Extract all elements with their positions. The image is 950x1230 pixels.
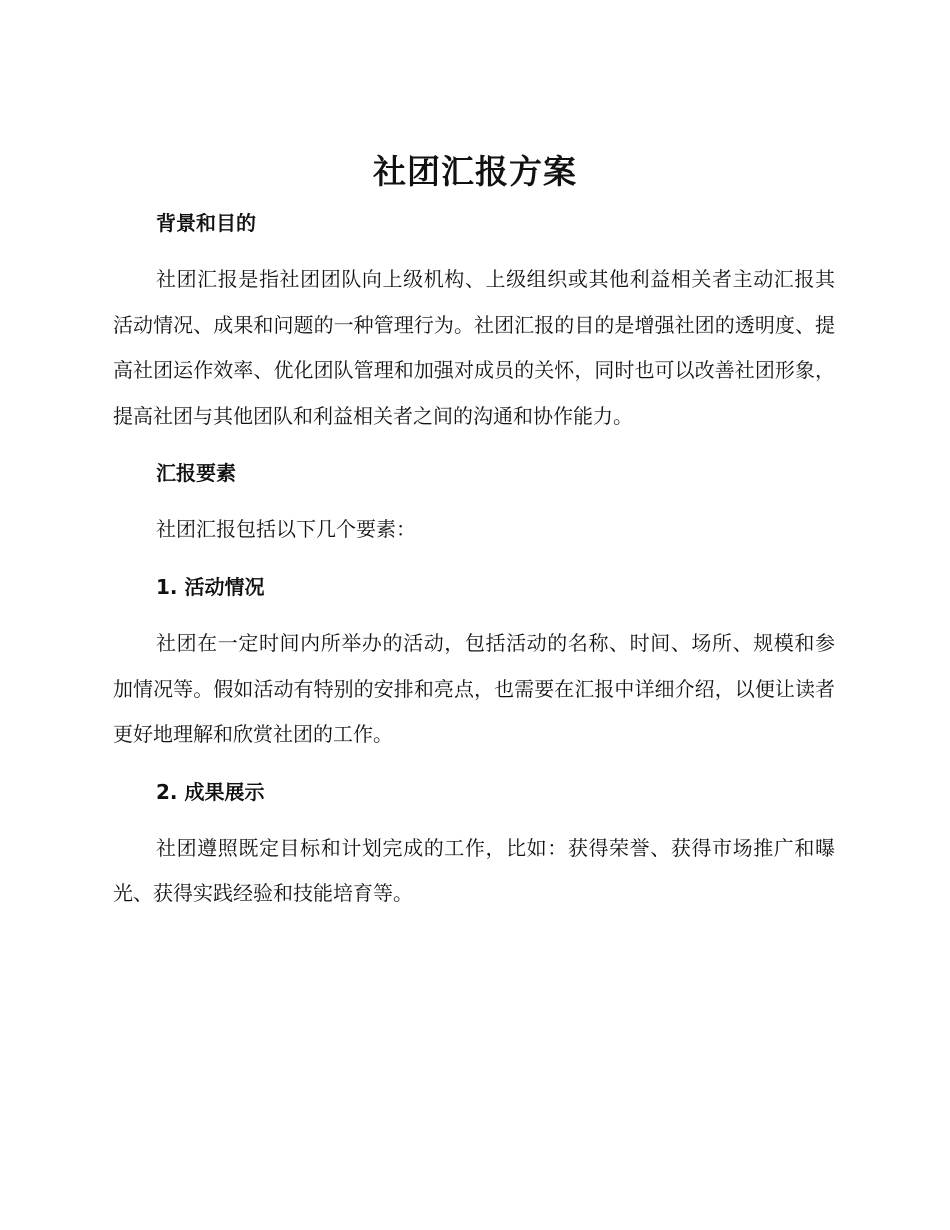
section-heading-background: 背景和目的 [156, 211, 256, 235]
section-heading-activities: 1. 活动情况 [156, 574, 265, 599]
document-body [113, 201, 835, 917]
section-heading-results: 2. 成果展示 [156, 779, 265, 804]
section-heading-elements: 汇报要素 [156, 461, 236, 486]
section-paragraph-elements: 社团汇报包括以下几个要素： [156, 517, 416, 542]
section-paragraph-background: 社团汇报是指社团团队向上级机构、上级组织或其他利益相关者主动汇报其活动情况、成果和问题的一种管理行为。社团汇报的目的是增强社团的透明度、提高社团运作效率、优化团队管理和加强对成员的关怀，同时也可以改善社团形象，提高社团与其他团队和利益相关者之间的沟通和协作能力。 [113, 267, 835, 428]
section-paragraph-activities: 社团在一定时间内所举办的活动，包括活动的名称、时间、场所、规模和参加情况等。假如活动有特别的安排和亮点，也需要在汇报中详细介绍，以便让读者更好地理解和欣赏社团的工作。 [113, 630, 835, 747]
document-title: 社团汇报方案 [373, 152, 577, 191]
section-paragraph-results: 社团遵照既定目标和计划完成的工作，比如：获得荣誉、获得市场推广和曝光、获得实践经验和技能培育等。 [113, 835, 835, 906]
